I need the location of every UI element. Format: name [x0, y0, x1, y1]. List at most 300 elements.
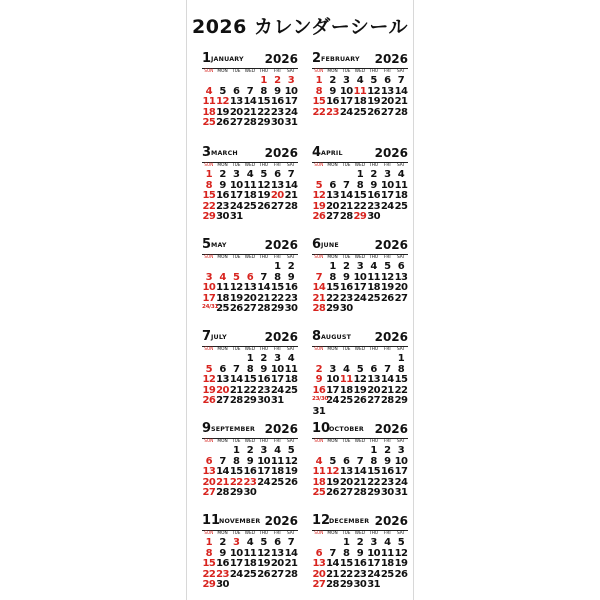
day-cell: 24 — [257, 476, 270, 488]
day-cell: 4 — [274, 445, 281, 456]
day-cell: 15 — [367, 466, 380, 477]
day-cell: 8 — [356, 179, 364, 191]
day-cell: 21 — [326, 568, 339, 580]
weekday-label: TUE — [231, 531, 241, 536]
month-august — [312, 329, 408, 417]
weekday-label: SUN — [204, 163, 214, 168]
weekday-label: MON — [327, 439, 338, 444]
day-cell: 26 — [326, 487, 339, 498]
day-cell: 20 — [326, 200, 339, 212]
day-cell: 11 — [312, 466, 326, 477]
day-cell: 20 — [367, 384, 380, 396]
day-grid — [202, 538, 298, 591]
month-year: 2026 — [264, 330, 298, 344]
day-cell: 9 — [219, 179, 226, 191]
day-cell: 25 — [339, 395, 353, 406]
day-grid — [312, 354, 408, 417]
month-number: 4 — [312, 145, 322, 160]
day-blank — [229, 76, 243, 87]
day-cell: 29 — [202, 579, 216, 590]
day-cell: 28 — [229, 395, 243, 406]
day-cell: 15 — [326, 282, 339, 293]
weekday-label: FRI — [383, 439, 391, 444]
day-cell: 7 — [246, 85, 254, 97]
weekday-label: TUE — [341, 163, 351, 168]
day-cell: 4 — [246, 537, 254, 548]
day-cell: 24 — [367, 568, 380, 580]
day-cell: 3 — [356, 261, 364, 272]
month-header — [312, 238, 408, 252]
day-cell: 30 — [284, 303, 298, 314]
day-cell: 5 — [356, 363, 364, 375]
day-blank — [312, 354, 326, 365]
day-cell: 28 — [339, 211, 353, 222]
day-cell: 14 — [312, 282, 326, 293]
day-cell: 28 — [380, 395, 394, 406]
day-cell: 31 — [367, 579, 380, 590]
day-cell: 30 — [270, 117, 284, 128]
month-name: FEBRUARY — [321, 56, 360, 63]
day-cell: 24 — [229, 200, 243, 212]
day-cell: 11 — [394, 179, 408, 191]
day-cell: 11 — [243, 547, 257, 559]
day-cell: 26 — [257, 568, 270, 580]
day-cell: 6 — [315, 547, 323, 559]
day-cell: 29 — [229, 487, 243, 498]
day-cell: 20 — [216, 384, 229, 396]
day-cell: 9 — [329, 85, 336, 97]
day-cell: 22 — [394, 384, 408, 396]
day-cell: 3 — [205, 271, 213, 283]
day-cell: 6 — [397, 261, 405, 272]
weekday-label: MON — [327, 347, 338, 352]
day-cell: 8 — [246, 363, 254, 375]
day-cell: 4 — [219, 271, 226, 283]
day-cell: 7 — [219, 455, 226, 467]
month-name: NOVEMBER — [219, 518, 261, 525]
day-cell: 18 — [270, 466, 284, 477]
day-cell: 12 — [284, 455, 298, 467]
day-cell: 1 — [329, 261, 336, 272]
day-cell: 19 — [284, 466, 298, 477]
day-cell: 4 — [246, 169, 254, 180]
day-cell: 9 — [384, 455, 391, 467]
weekday-label: TUE — [231, 347, 241, 352]
day-cell: 6 — [274, 169, 281, 180]
day-cell: 5 — [315, 179, 323, 191]
day-grid — [202, 76, 298, 129]
day-cell: 28 — [353, 487, 367, 498]
day-cell: 31 — [394, 487, 408, 498]
day-cell: 7 — [260, 271, 267, 283]
day-cell: 17 — [270, 374, 284, 385]
weekday-label: SUN — [314, 439, 324, 444]
day-cell: 7 — [287, 537, 295, 548]
day-cell: 5 — [260, 537, 267, 548]
month-december — [312, 514, 408, 596]
day-cell: 31 — [270, 395, 284, 406]
day-cell: 19 — [380, 282, 394, 293]
month-year: 2026 — [374, 330, 408, 344]
day-grid — [312, 262, 408, 315]
day-cell: 23 — [216, 200, 229, 212]
day-cell: 12 — [326, 466, 339, 477]
weekday-label: FRI — [273, 69, 281, 74]
day-cell: 19 — [394, 558, 408, 569]
day-cell: 11 — [367, 271, 380, 283]
day-cell: 27 — [216, 395, 229, 406]
day-cell: 15 — [229, 466, 243, 477]
day-cell: 19 — [257, 190, 270, 201]
day-cell: 23 — [243, 476, 257, 488]
month-march — [202, 146, 298, 228]
day-cell: 6 — [370, 363, 377, 375]
day-cell: 16 — [326, 96, 339, 107]
day-blank — [202, 354, 216, 365]
day-cell: 4 — [384, 537, 391, 548]
day-cell: 7 — [343, 179, 350, 191]
weekday-label: MON — [327, 255, 338, 260]
day-cell: 18 — [243, 558, 257, 569]
month-year: 2026 — [374, 146, 408, 160]
day-cell: 2 — [315, 363, 323, 375]
day-cell: 6 — [274, 537, 281, 548]
weekday-label: SUN — [314, 163, 324, 168]
weekday-label: SAT — [396, 531, 405, 536]
day-cell: 8 — [370, 455, 377, 467]
day-cell: 15 — [202, 190, 216, 201]
weekday-label: FRI — [273, 531, 281, 536]
day-cell: 20 — [270, 190, 284, 201]
day-cell: 1 — [274, 261, 281, 272]
month-name: AUGUST — [321, 334, 352, 341]
day-cell: 29 — [367, 487, 380, 498]
day-cell: 17 — [339, 96, 353, 107]
day-cell: 13 — [270, 179, 284, 191]
day-cell: 5 — [287, 445, 295, 456]
day-cell: 19 — [257, 558, 270, 569]
day-cell: 8 — [233, 455, 240, 467]
weekday-label: MON — [327, 69, 338, 74]
day-cell: 16 — [216, 558, 229, 569]
weekday-label: THU — [369, 531, 379, 536]
day-cell: 9 — [356, 547, 364, 559]
day-cell: 13 — [394, 271, 408, 283]
day-cell: 1 — [356, 169, 364, 180]
day-cell: 11 — [270, 455, 284, 467]
weekday-label: SAT — [396, 439, 405, 444]
day-cell: 12 — [367, 85, 380, 97]
weekday-label: WED — [354, 255, 366, 260]
day-cell: 10 — [394, 455, 408, 467]
day-cell: 30 — [339, 303, 353, 314]
day-cell: 2 — [260, 353, 267, 364]
day-cell: 9 — [219, 547, 226, 559]
day-cell: 8 — [205, 179, 213, 191]
day-cell: 17 — [367, 558, 380, 569]
day-cell: 14 — [380, 374, 394, 385]
day-cell: 17 — [394, 466, 408, 477]
day-cell: 14 — [243, 96, 257, 107]
day-blank — [353, 354, 367, 365]
day-cell: 28 — [326, 579, 339, 590]
weekday-label: SUN — [314, 531, 324, 536]
day-cell: 4 — [287, 353, 295, 364]
day-cell: 4 — [356, 75, 364, 86]
weekday-label: WED — [244, 439, 256, 444]
month-name: DECEMBER — [329, 518, 370, 525]
month-year: 2026 — [264, 146, 298, 160]
day-cell: 3 — [343, 75, 350, 86]
day-cell: 17 — [353, 282, 367, 293]
month-february — [312, 52, 408, 134]
day-cell: 5 — [370, 75, 377, 86]
day-cell: 29 — [339, 579, 353, 590]
day-cell: 21 — [284, 558, 298, 569]
weekday-label: TUE — [231, 255, 241, 260]
day-cell: 12 — [229, 282, 243, 293]
day-cell: 11 — [202, 96, 216, 107]
weekday-label: THU — [259, 69, 269, 74]
month-number: 2 — [312, 51, 322, 66]
day-cell: 4 — [205, 85, 213, 97]
month-october — [312, 422, 408, 504]
day-cell: 27 — [229, 117, 243, 128]
day-cell: 12 — [257, 179, 270, 191]
month-number: 10 — [312, 421, 331, 436]
day-cell: 1 — [397, 353, 405, 364]
day-cell: 13 — [367, 374, 380, 385]
day-grid — [202, 446, 298, 499]
weekday-label: THU — [259, 347, 269, 352]
day-cell: 30 — [243, 487, 257, 498]
weekday-label: MON — [217, 69, 228, 74]
day-cell: 25 — [202, 117, 216, 128]
day-cell: 10 — [257, 455, 270, 467]
month-year: 2026 — [264, 238, 298, 252]
weekday-label: FRI — [273, 439, 281, 444]
day-cell: 2 — [356, 537, 364, 548]
day-cell: 29 — [202, 211, 216, 222]
day-cell: 2 — [219, 537, 226, 548]
day-cell: 21 — [312, 292, 326, 304]
day-cell: 23 — [353, 568, 367, 580]
day-cell: 29 — [243, 395, 257, 406]
day-cell: 12 — [312, 190, 326, 201]
day-cell: 22 — [270, 292, 284, 304]
day-blank — [216, 354, 230, 365]
weekday-label: MON — [217, 531, 228, 536]
weekday-label: THU — [369, 347, 379, 352]
day-cell: 19 — [202, 384, 216, 396]
day-cell: 29 — [394, 395, 408, 406]
day-cell: 21 — [257, 292, 270, 304]
weekday-header — [312, 347, 408, 353]
day-cell: 18 — [202, 106, 216, 118]
day-cell: 3 — [397, 445, 405, 456]
weekday-label: WED — [244, 531, 256, 536]
day-cell: 17 — [202, 292, 216, 304]
day-cell: 25 — [284, 384, 298, 396]
day-cell: 18 — [353, 96, 367, 107]
day-cell: 23 — [284, 292, 298, 304]
day-cell: 22 — [339, 568, 353, 580]
day-cell: 30 — [216, 579, 229, 590]
day-cell: 12 — [257, 547, 270, 559]
day-cell: 14 — [353, 466, 367, 477]
day-cell: 2 — [219, 169, 226, 180]
day-cell: 12 — [353, 374, 367, 385]
day-cell: 5 — [205, 363, 213, 375]
day-cell: 18 — [243, 190, 257, 201]
day-cell: 30 — [257, 395, 270, 406]
month-june — [312, 238, 408, 320]
day-cell: 15 — [202, 558, 216, 569]
day-cell: 15 — [270, 282, 284, 293]
day-grid — [202, 262, 298, 315]
month-number: 3 — [202, 145, 212, 160]
day-cell: 15 — [257, 96, 270, 107]
weekday-label: TUE — [231, 439, 241, 444]
day-cell: 18 — [339, 384, 353, 396]
day-cell: 16 — [216, 190, 229, 201]
weekday-label: FRI — [273, 163, 281, 168]
weekday-label: SUN — [204, 439, 214, 444]
day-cell: 10 — [229, 547, 243, 559]
weekday-label: TUE — [341, 69, 351, 74]
day-cell: 27 — [202, 487, 216, 498]
day-cell: 18 — [380, 558, 394, 569]
day-cell: 27 — [270, 568, 284, 580]
day-cell: 5 — [219, 85, 226, 97]
month-september — [202, 422, 298, 504]
day-cell: 7 — [287, 169, 295, 180]
day-cell: 12 — [216, 96, 229, 107]
day-cell: 28 — [257, 303, 270, 314]
day-cell: 8 — [329, 271, 336, 283]
weekday-label: THU — [259, 163, 269, 168]
month-name: MAY — [211, 242, 227, 249]
day-cell: 27 — [312, 579, 326, 590]
day-cell: 28 — [394, 106, 408, 118]
weekday-label: SUN — [204, 255, 214, 260]
day-blank — [243, 262, 257, 273]
day-cell: 30 — [353, 579, 367, 590]
day-cell: 24 — [284, 106, 298, 118]
month-header — [312, 52, 408, 66]
day-cell: 25 — [243, 200, 257, 212]
month-number: 12 — [312, 513, 331, 528]
day-cell: 29 — [353, 211, 367, 222]
day-cell-combined: 23/30 — [312, 396, 329, 402]
weekday-label: MON — [217, 347, 228, 352]
day-cell: 7 — [329, 547, 336, 559]
month-year: 2026 — [374, 52, 408, 66]
day-cell: 2 — [287, 261, 295, 272]
month-number: 6 — [312, 237, 322, 252]
day-cell: 16 — [243, 466, 257, 477]
day-cell: 2 — [329, 75, 336, 86]
weekday-label: FRI — [383, 347, 391, 352]
month-header — [202, 330, 298, 344]
day-grid — [312, 76, 408, 118]
day-cell: 30 — [367, 211, 380, 222]
day-cell: 28 — [243, 117, 257, 128]
weekday-header — [312, 439, 408, 445]
day-cell: 8 — [260, 85, 267, 97]
day-cell: 23 — [339, 292, 353, 304]
month-year: 2026 — [374, 422, 408, 436]
day-cell: 11 — [380, 547, 394, 559]
day-cell: 11 — [243, 179, 257, 191]
day-cell: 14 — [284, 547, 298, 559]
day-blank — [326, 354, 340, 365]
day-cell: 30 — [380, 487, 394, 498]
day-cell: 25 — [312, 487, 326, 498]
day-cell: 13 — [339, 466, 353, 477]
month-may — [202, 238, 298, 320]
day-cell: 20 — [270, 558, 284, 569]
weekday-label: TUE — [341, 347, 351, 352]
day-cell: 22 — [202, 200, 216, 212]
weekday-label: THU — [259, 531, 269, 536]
day-cell: 20 — [380, 96, 394, 107]
day-cell: 6 — [384, 75, 391, 86]
day-cell: 26 — [257, 200, 270, 212]
day-cell: 23 — [380, 476, 394, 488]
weekday-label: SAT — [396, 163, 405, 168]
day-blank — [312, 538, 326, 549]
day-cell: 2 — [384, 445, 391, 456]
day-cell: 21 — [394, 96, 408, 107]
day-blank — [216, 76, 230, 87]
day-cell: 23 — [257, 384, 270, 396]
month-number: 8 — [312, 329, 322, 344]
day-cell: 24 — [326, 395, 339, 406]
day-cell: 7 — [397, 75, 405, 86]
day-cell: 24 — [229, 568, 243, 580]
weekday-label: THU — [369, 69, 379, 74]
day-cell: 21 — [229, 384, 243, 396]
day-blank — [326, 170, 340, 181]
day-cell: 13 — [326, 190, 339, 201]
day-cell: 22 — [367, 476, 380, 488]
month-header — [312, 422, 408, 436]
weekday-label: SUN — [204, 347, 214, 352]
day-cell: 3 — [329, 363, 336, 375]
month-year: 2026 — [264, 422, 298, 436]
day-cell: 25 — [394, 200, 408, 212]
weekday-label: SUN — [204, 69, 214, 74]
day-grid — [202, 354, 298, 407]
day-cell: 25 — [367, 292, 380, 304]
weekday-label: TUE — [341, 255, 351, 260]
day-cell: 25 — [270, 476, 284, 488]
day-cell: 27 — [394, 292, 408, 304]
day-cell: 16 — [380, 466, 394, 477]
month-header — [312, 514, 408, 528]
day-cell: 13 — [229, 96, 243, 107]
month-name: JULY — [211, 334, 227, 341]
weekday-label: TUE — [341, 439, 351, 444]
weekday-label: MON — [217, 255, 228, 260]
month-number: 5 — [202, 237, 212, 252]
day-cell: 14 — [339, 190, 353, 201]
weekday-label: SAT — [396, 255, 405, 260]
day-cell: 2 — [274, 75, 281, 86]
month-name: SEPTEMBER — [211, 426, 256, 433]
day-cell: 11 — [216, 282, 229, 293]
